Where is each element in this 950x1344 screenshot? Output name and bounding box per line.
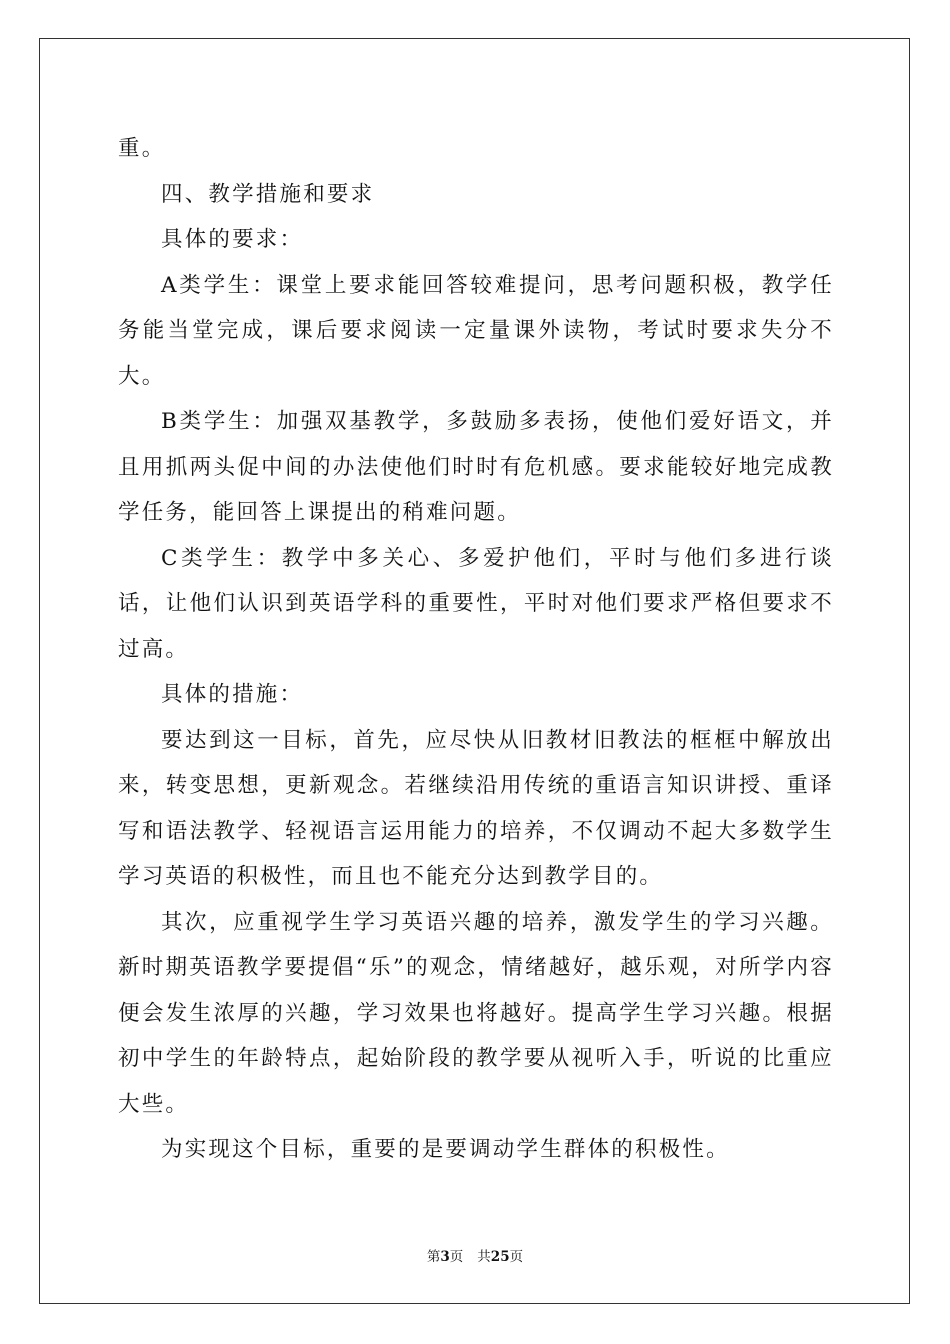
footer-page-prefix: 第 xyxy=(426,1249,441,1265)
document-body xyxy=(118,126,834,1173)
paragraph-class-a: A类学生：课堂上要求能回答较难提问，思考问题积极，教学任务能当堂完成，课后要求阅读一定量课外读物，考试时要求失分不大。 xyxy=(118,272,834,389)
paragraph-first-measure: 要达到这一目标，首先，应尽快从旧教材旧教法的框框中解放出来，转变思想，更新观念。若继续沿用传统的重语言知识讲授、重译写和语法教学、轻视语言运用能力的培养，不仅调动不起大多数学生学习英语的积极性，而且也不能充分达到教学目的。 xyxy=(118,727,834,889)
page-footer xyxy=(0,1247,950,1267)
measures-label: 具体的措施： xyxy=(161,682,304,707)
paragraph-class-c: C类学生：教学中多关心、多爱护他们，平时与他们多进行谈话，让他们认识到英语学科的重要性，平时对他们要求严格但要求不过高。 xyxy=(118,545,834,662)
paragraph-class-b: B类学生：加强双基教学，多鼓励多表扬，使他们爱好语文，并且用抓两头促中间的办法使他们时时有危机感。要求能较好地完成教学任务，能回答上课提出的稍难问题。 xyxy=(118,409,834,525)
paragraph-second-measure: 其次，应重视学生学习英语兴趣的培养，激发学生的学习兴趣。新时期英语教学要提倡“乐”的观念，情绪越好，越乐观，对所学内容便会发生浓厚的兴趣，学习效果也将越好。提高学生学习兴趣。根据初中学生的年龄特点，起始阶段的教学要从视听入手，听说的比重应大些。 xyxy=(118,909,834,1117)
footer-total-pages: 25 xyxy=(490,1249,510,1265)
footer-page-number: 3 xyxy=(440,1249,450,1265)
footer-page-suffix: 页 xyxy=(449,1249,464,1265)
requirements-label: 具体的要求： xyxy=(161,227,304,252)
section-heading: 四、教学措施和要求 xyxy=(161,181,375,207)
paragraph-goal: 为实现这个目标，重要的是要调动学生群体的积极性。 xyxy=(161,1137,730,1162)
paragraph-1: 重。 xyxy=(118,136,166,161)
footer-total-suffix: 页 xyxy=(509,1249,524,1265)
footer-total-prefix: 共 xyxy=(477,1249,491,1265)
